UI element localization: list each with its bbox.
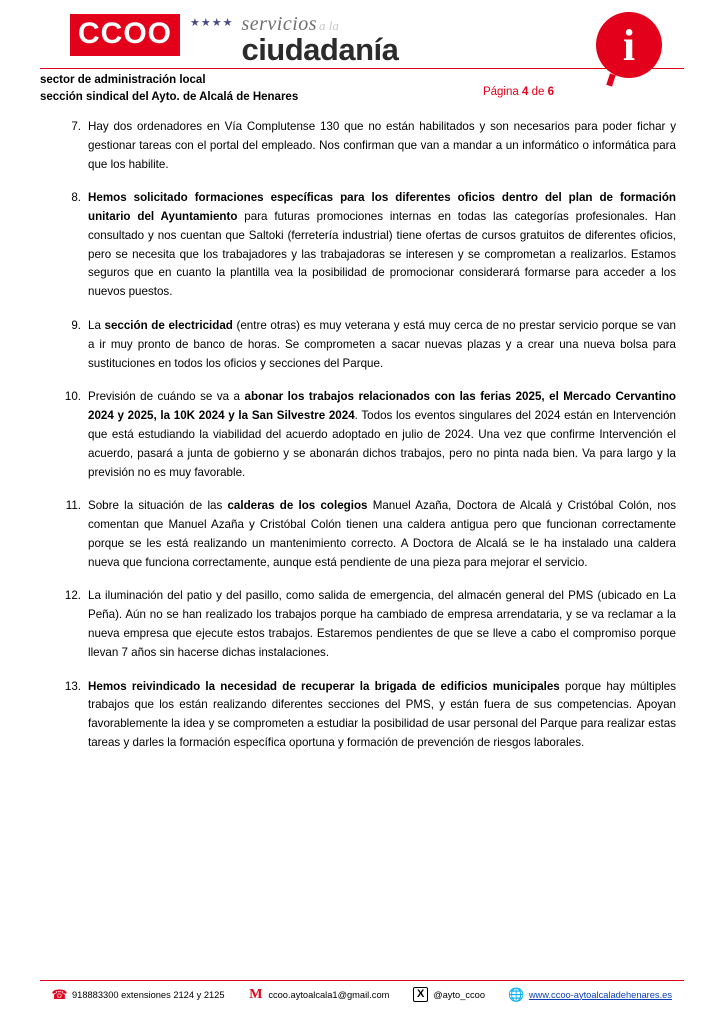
- servicios-word: servicios: [241, 13, 318, 35]
- footer-email-text[interactable]: ccoo.aytoalcala1@gmail.com: [268, 989, 390, 1000]
- list-item-number: 11.: [65, 499, 81, 513]
- page-label: Página: [482, 86, 519, 99]
- list-item: [62, 118, 676, 174]
- list-item: [62, 388, 676, 482]
- list-item-text: Previsión de cuándo se va a abonar los trabajos relacionados con las ferias 2025, el Mercado Cervantino 2024 y 2025, la 10K 2024 y la San Silvestre 2024. Todos los eventos singulares del 2024 están en Intervención que está estudiando la viabilidad del acuerdo adoptado en julio de 2024. Una vez que confirme Intervención el acuerdo, pasará a junta de gobierno y se abonarán dichos trabajos, pero no pinta nada bien. Va para largo y la previsión no es muy favorable.: [88, 390, 676, 479]
- list-item-number: 12.: [64, 589, 81, 603]
- list-item: [62, 189, 676, 302]
- footer-website-link[interactable]: www.ccoo-aytoalcaladehenares.es: [528, 989, 672, 1000]
- page-indicator: [483, 72, 684, 98]
- list-item: [62, 497, 676, 572]
- organization-lines: [40, 72, 298, 105]
- document-body: [40, 118, 684, 753]
- page-current: 4: [521, 86, 529, 99]
- info-letter: i: [622, 20, 636, 70]
- page-total: 6: [547, 86, 554, 99]
- header-subtitle-row: [40, 72, 684, 105]
- footer-website[interactable]: [509, 987, 672, 1002]
- list-item-number: 8.: [71, 191, 81, 205]
- footer-twitter[interactable]: [413, 987, 485, 1002]
- ciudadania-word: ciudadanía: [241, 32, 399, 67]
- mail-icon: M: [249, 986, 263, 1002]
- list-item-number: 10.: [64, 390, 81, 404]
- list-item-text: Hay dos ordenadores en Vía Complutense 130 que no están habilitados y son necesarios para poder fichar y gestionar tareas con el portal del empleado. Nos confirman que van a mandar a un informático o informática para que los habilite.: [88, 120, 676, 171]
- document-footer: [40, 972, 684, 1002]
- list-item: [62, 678, 676, 753]
- list-item-number: 9.: [71, 319, 81, 333]
- stars-icon: ★★★★: [190, 17, 234, 29]
- servicios-ciudadania-wordmark: [241, 13, 399, 67]
- footer-phone-text: 918883300 extensiones 2124 y 2125: [72, 989, 225, 1000]
- globe-icon: 🌐: [508, 987, 525, 1002]
- document-header: [40, 0, 684, 104]
- org-line-seccion: sección sindical del Ayto. de Alcalá de Henares: [40, 91, 299, 104]
- list-item-text: La sección de electricidad (entre otras) es muy veterana y está muy cerca de no prestar servicio porque se van a ir muy pronto de banco de horas. Se comprometen a sacar nuevas plazas y a crear una nueva bolsa para sustituciones en todos los oficios y secciones del Parque.: [88, 319, 677, 370]
- footer-email[interactable]: [248, 987, 389, 1002]
- list-item-text: Sobre la situación de las calderas de los colegios Manuel Azaña, Doctora de Alcalá y Cristóbal Colón, nos comentan que Manuel Azaña y Cristóbal Colón tienen una caldera antigua pero que funcionan correctamente porque se les está realizando un mantenimiento correcto. A Doctora de Alcalá se le ha instalado una caldera nueva que funciona correctamente, aunque está pendiente de una pieza para mejorar el servicio.: [88, 499, 677, 569]
- phone-icon: ☎: [51, 987, 68, 1002]
- list-item: [62, 317, 676, 373]
- logo-row: [40, 13, 684, 67]
- x-twitter-icon: X: [413, 987, 428, 1002]
- list-item-text: Hemos solicitado formaciones específicas para los diferentes oficios dentro del plan de formación unitario del Ayuntamiento para futuras promociones internas en todas las categorías profesionales. Han consultado y nos cuentan que Saltoki (ferretería industrial) tiene ofertas de cursos gratuitos de diferentes oficios, pero se necesita que los trabajadores y las trabajadoras se interesen y se comprometan a realizarlos. Estamos seguros que en cuanto la plantilla vea la posibilidad de promocionar considerará formarse para acceder a los nuevos puestos.: [88, 191, 676, 299]
- ccoo-logo: CCOO: [70, 14, 180, 56]
- footer-contacts: [40, 987, 684, 1002]
- footer-phone: [52, 987, 225, 1002]
- list-item: [62, 587, 676, 662]
- list-item-number: 13.: [64, 679, 81, 693]
- list-item-text: La iluminación del patio y del pasillo, como salida de emergencia, del almacén general del PMS (ubicado en La Peña). Aún no se han realizado los trabajos porque ha cambiado de empresa arrendataria, y se va reclamar a la nueva empresa que ejecute estos trabajos. Estaremos pendientes de que se lleve a cabo el compromiso porque llevan 7 años sin hacerse dichas instalaciones.: [88, 589, 676, 659]
- ala-word: a la: [319, 18, 339, 33]
- footer-twitter-text[interactable]: @ayto_ccoo: [433, 989, 486, 1000]
- footer-divider: [40, 980, 684, 981]
- info-icon: [596, 12, 662, 78]
- org-line-sector: sector de administración local: [40, 74, 206, 87]
- page-of: de: [531, 86, 545, 99]
- list-item-text: Hemos reivindicado la necesidad de recuperar la brigada de edificios municipales porque hay múltiples trabajos que los están realizando diferentes secciones del PMS, y están fuera de sus competencias. Apoyan favorablemente la idea y se comprometen a estudiar la posibilidad de usar personal del Parque para realizar estas tareas y darles la formación específica oportuna y formación de prevención de riesgos laborales.: [88, 679, 676, 749]
- header-divider: [40, 68, 684, 69]
- list-item-number: 7.: [71, 120, 81, 133]
